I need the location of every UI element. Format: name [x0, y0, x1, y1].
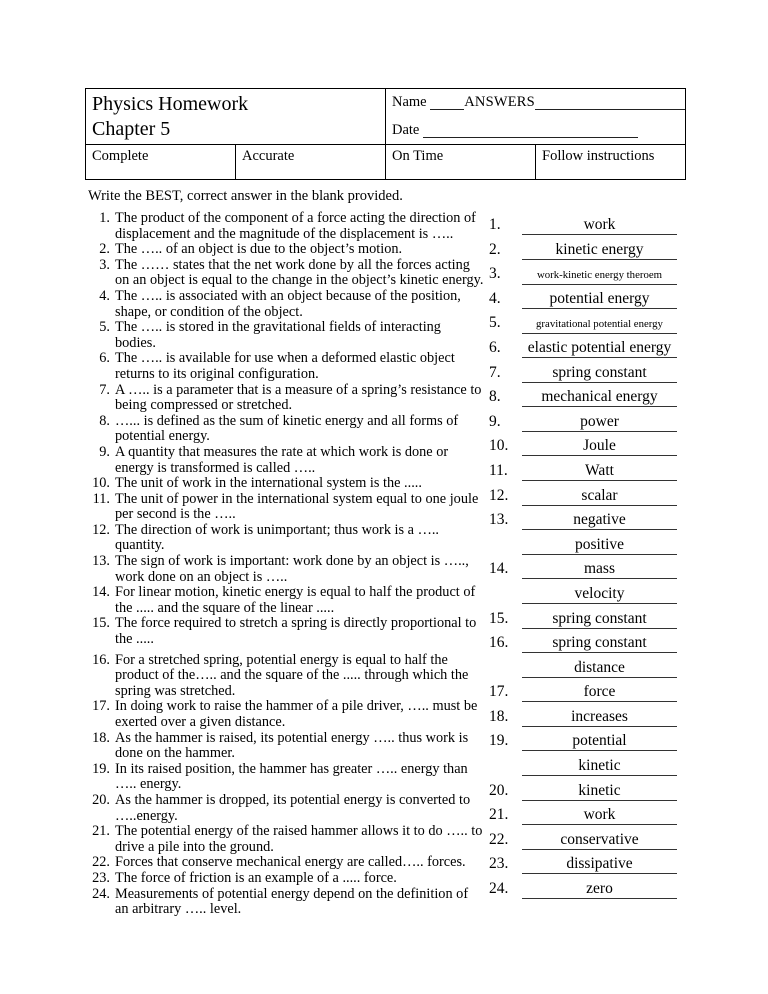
question-list: [85, 211, 485, 918]
question-item: [85, 523, 485, 554]
answer-blank[interactable]: negative: [522, 511, 677, 530]
answer-item: [489, 880, 689, 905]
answer-blank[interactable]: dissipative: [522, 855, 677, 874]
answer-item: [489, 487, 689, 512]
question-number: 6.: [99, 350, 110, 367]
answer-number: 15.: [489, 609, 509, 627]
question-text: The ….. is available for use when a deformed elastic object returns to its original configuration.: [115, 350, 455, 382]
answer-item: [489, 831, 689, 856]
question-text: In doing work to raise the hammer of a pile driver, ….. must be exerted over a given distance.: [115, 698, 478, 730]
question-item: [85, 731, 485, 762]
criteria-cell-complete[interactable]: Complete: [86, 145, 236, 180]
answer-number: 6.: [489, 338, 501, 356]
question-text: Measurements of potential energy depend on the definition of an arbitrary ….. level.: [115, 885, 469, 918]
answer-item: [489, 855, 689, 880]
question-item: [85, 762, 485, 793]
question-number: 8.: [99, 412, 110, 429]
question-item: [85, 492, 485, 523]
instruction-text: Write the BEST, correct answer in the blank provided.: [88, 188, 403, 204]
answer-item: [489, 585, 689, 610]
name-row: [392, 94, 685, 110]
question-text: The ….. is associated with an object because of the position, shape, or condition of the object.: [115, 287, 461, 320]
answer-blank[interactable]: spring constant: [522, 610, 677, 629]
answer-number: 5.: [489, 314, 501, 332]
question-number: 18.: [92, 729, 110, 746]
question-item: [85, 653, 485, 700]
question-text: The sign of work is important: work done by an object is ….., work done on an object is …..: [115, 553, 469, 585]
answer-number: 3.: [489, 265, 501, 283]
question-number: 24.: [92, 885, 110, 902]
answer-blank[interactable]: Watt: [522, 462, 677, 481]
answer-blank[interactable]: increases: [522, 708, 677, 727]
answer-blank[interactable]: zero: [522, 880, 677, 899]
question-number: 23.: [92, 869, 110, 886]
answer-item: [489, 659, 689, 684]
date-row: [392, 122, 685, 138]
answer-number: 24.: [489, 880, 509, 898]
question-text: The force of friction is an example of a ..... force.: [115, 869, 397, 886]
answer-blank[interactable]: mechanical energy: [522, 388, 677, 407]
answer-item: [489, 364, 689, 389]
criteria-cell-accurate[interactable]: Accurate: [236, 145, 386, 180]
answer-item: [489, 683, 689, 708]
header-table: [85, 88, 686, 180]
question-text: The ….. is stored in the gravitational fields of interacting bodies.: [115, 319, 441, 351]
question-number: 17.: [92, 698, 110, 715]
question-item: [85, 793, 485, 824]
answer-number: 2.: [489, 240, 501, 258]
answer-blank[interactable]: force: [522, 683, 677, 702]
question-number: 11.: [92, 490, 110, 507]
name-date-cell: [386, 89, 686, 145]
answer-blank[interactable]: potential: [522, 732, 677, 751]
answer-number: 18.: [489, 707, 509, 725]
question-text: The product of the component of a force acting the direction of displacement and the magnitude of the displacement is …..: [115, 210, 476, 242]
answer-item: [489, 290, 689, 315]
date-rule: [423, 125, 638, 138]
date-label: Date: [392, 122, 420, 138]
question-text: A quantity that measures the rate at which work is done or energy is transformed is called …..: [115, 443, 449, 476]
answer-number: 19.: [489, 732, 509, 750]
answer-blank[interactable]: kinetic: [522, 757, 677, 776]
answer-number: 14.: [489, 560, 509, 578]
document-title-cell: [86, 89, 386, 145]
answer-number: 22.: [489, 830, 509, 848]
question-text: A ….. is a parameter that is a measure of a spring’s resistance to being compressed or stretched.: [115, 381, 482, 414]
answer-number: 10.: [489, 437, 509, 455]
answer-number: 20.: [489, 781, 509, 799]
answer-blank[interactable]: scalar: [522, 487, 677, 506]
answer-item: [489, 437, 689, 462]
answer-item: [489, 462, 689, 487]
answer-number: 21.: [489, 806, 509, 824]
answer-number: 12.: [489, 486, 509, 504]
question-text: As the hammer is dropped, its potential energy is converted to …..energy.: [115, 791, 471, 824]
answer-item: [489, 782, 689, 807]
question-number: 20.: [92, 791, 110, 808]
answer-number: 23.: [489, 855, 509, 873]
question-item: [85, 699, 485, 730]
answer-blank[interactable]: work-kinetic energy theroem: [522, 267, 677, 285]
answer-item: [489, 413, 689, 438]
question-number: 13.: [92, 553, 110, 570]
question-number: 14.: [92, 584, 110, 601]
answer-blank[interactable]: positive: [522, 536, 677, 555]
answer-item: [489, 757, 689, 782]
question-text: The unit of work in the international system is the .....: [115, 475, 422, 492]
answer-item: [489, 314, 689, 339]
answer-item: [489, 265, 689, 290]
question-item: [85, 289, 485, 320]
question-item: [85, 211, 485, 242]
question-text: For a stretched spring, potential energy is equal to half the product of the….. and the square of the ..... through which the spring was stretched.: [115, 651, 469, 699]
question-text: The ….. of an object is due to the object’s motion.: [115, 241, 403, 258]
name-field[interactable]: ANSWERS: [464, 94, 535, 110]
criteria-cell-on-time[interactable]: On Time: [386, 145, 536, 180]
answer-blank[interactable]: kinetic: [522, 782, 677, 801]
question-item: [85, 871, 485, 887]
answer-item: [489, 732, 689, 757]
answer-blank[interactable]: conservative: [522, 831, 677, 850]
answer-blank[interactable]: power: [522, 413, 677, 432]
answer-item: [489, 339, 689, 364]
header-title-row: [86, 89, 686, 145]
question-item: [85, 476, 485, 492]
question-text: In its raised position, the hammer has greater ….. energy than ….. energy.: [115, 760, 468, 793]
criteria-row: [86, 145, 686, 180]
question-number: 4.: [99, 287, 110, 304]
question-item: [85, 242, 485, 258]
name-rule-left: [430, 97, 464, 110]
answer-number: 11.: [489, 461, 508, 479]
question-text: Forces that conserve mechanical energy are called….. forces.: [115, 854, 466, 871]
question-number: 9.: [99, 443, 110, 460]
answer-item: [489, 708, 689, 733]
question-number: 22.: [92, 854, 110, 871]
answer-blank[interactable]: elastic potential energy: [522, 339, 677, 358]
question-item: [85, 554, 485, 585]
answer-blank[interactable]: kinetic energy: [522, 241, 677, 260]
question-text: The force required to stretch a spring is directly proportional to the .....: [115, 615, 477, 648]
answer-blank[interactable]: work: [522, 216, 677, 235]
question-item: [85, 445, 485, 476]
answer-blank[interactable]: Joule: [522, 437, 677, 456]
question-number: 1.: [99, 210, 110, 226]
question-number: 21.: [92, 823, 110, 840]
answer-number: 17.: [489, 683, 509, 701]
question-text: The …… states that the net work done by all the forces acting on an object is equal to the change in the object’s kinetic energy.: [115, 256, 484, 289]
answer-number: 7.: [489, 363, 501, 381]
question-text: As the hammer is raised, its potential energy ….. thus work is done on the hammer.: [115, 729, 469, 762]
answer-blank[interactable]: work: [522, 806, 677, 825]
question-item: [85, 414, 485, 445]
question-item: [85, 616, 485, 647]
criteria-cell-follow-instructions[interactable]: Follow instructions: [536, 145, 686, 180]
answer-item: [489, 511, 689, 536]
answer-number: 8.: [489, 388, 501, 406]
question-number: 19.: [92, 760, 110, 777]
question-text: The direction of work is unimportant; thus work is a ….. quantity.: [115, 521, 440, 554]
name-label: Name: [392, 94, 427, 110]
question-text: The potential energy of the raised hammer allows it to do ….. to drive a pile into the ground.: [115, 823, 483, 855]
answer-list: [489, 216, 689, 905]
answer-item: [489, 241, 689, 266]
question-number: 10.: [92, 475, 110, 492]
question-item: [85, 383, 485, 414]
question-number: 5.: [99, 319, 110, 336]
page-title: Physics Homework: [92, 93, 249, 115]
answer-blank[interactable]: mass: [522, 560, 677, 579]
question-number: 3.: [99, 256, 110, 273]
question-item: [85, 585, 485, 616]
answer-blank[interactable]: distance: [522, 659, 677, 678]
answer-blank[interactable]: potential energy: [522, 290, 677, 309]
answer-number: 13.: [489, 511, 509, 529]
question-number: 15.: [92, 615, 110, 632]
answer-blank[interactable]: spring constant: [522, 364, 677, 383]
answer-blank[interactable]: velocity: [522, 585, 677, 604]
question-item: [85, 351, 485, 382]
name-rule-right: [535, 97, 685, 110]
answer-number: 1.: [489, 216, 501, 233]
question-item: [85, 824, 485, 855]
answer-item: [489, 634, 689, 659]
answer-number: 9.: [489, 412, 501, 430]
question-number: 7.: [99, 381, 110, 398]
answer-item: [489, 560, 689, 585]
answer-item: [489, 216, 689, 241]
question-item: [85, 320, 485, 351]
answer-number: 4.: [489, 289, 501, 307]
question-text: For linear motion, kinetic energy is equal to half the product of the ..... and the square of the linear .....: [115, 584, 476, 616]
question-text: …... is defined as the sum of kinetic energy and all forms of potential energy.: [115, 412, 459, 445]
answer-item: [489, 536, 689, 561]
answer-item: [489, 388, 689, 413]
answer-blank[interactable]: gravitational potential energy: [522, 316, 677, 334]
question-number: 12.: [92, 521, 110, 538]
page-subtitle: Chapter 5: [92, 118, 171, 140]
question-number: 2.: [99, 241, 110, 258]
answer-number: 16.: [489, 634, 509, 652]
question-number: 16.: [92, 651, 110, 668]
question-item: [85, 258, 485, 289]
answer-item: [489, 806, 689, 831]
answer-item: [489, 610, 689, 635]
answer-blank[interactable]: spring constant: [522, 634, 677, 653]
question-text: The unit of power in the international system equal to one joule per second is the …..: [115, 490, 479, 523]
question-item: [85, 855, 485, 871]
question-item: [85, 887, 485, 918]
